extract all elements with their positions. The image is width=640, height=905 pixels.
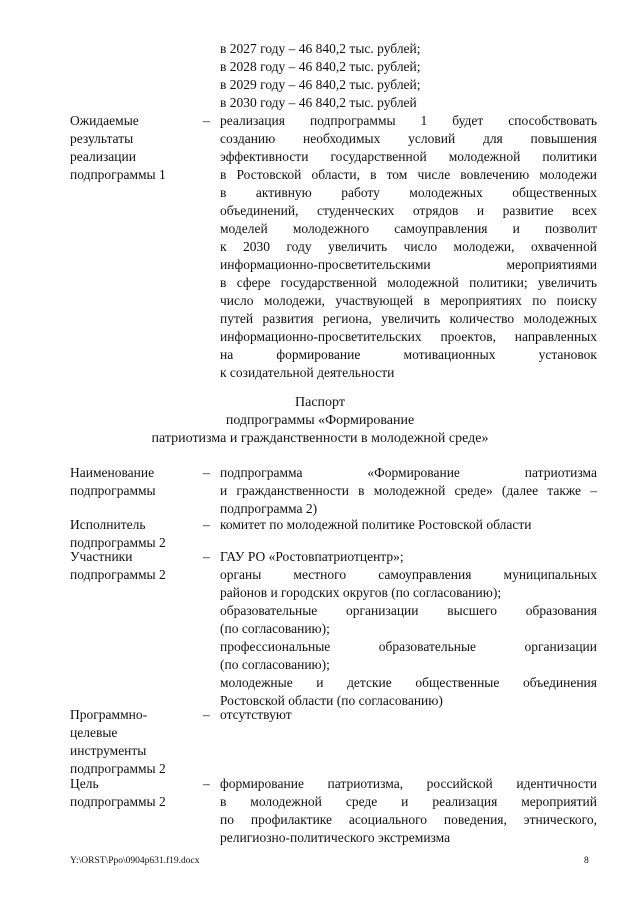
footer-file-path: Y:\ORST\Ppo\0904p631.f19.docx	[70, 856, 200, 866]
funding-continuation	[220, 40, 597, 112]
goal-label: Цель подпрограммы 2	[70, 776, 166, 809]
participants-dash: –	[203, 549, 210, 564]
executor-label: Исполнитель подпрограммы 2	[70, 517, 166, 550]
name-text: подпрограмма «Формирование патриотизма и гражданственности в молодежной среде» (далее также – подпрограмма 2)	[220, 465, 597, 516]
footer-page-number: 8	[584, 856, 589, 866]
participants-label: Участники подпрограммы 2	[70, 549, 166, 582]
funding-line: в 2029 году – 46 840,2 тыс. рублей;	[220, 77, 421, 92]
funding-line: в 2030 году – 46 840,2 тыс. рублей	[220, 95, 417, 110]
expected-results-dash: –	[203, 113, 210, 128]
executor-dash: –	[203, 517, 210, 532]
funding-line: в 2028 году – 46 840,2 тыс. рублей;	[220, 59, 421, 74]
goal-text: формирование патриотизма, российской идентичности в молодежной среде и реализация мероприятий по профилактике асоциального поведения, этнического, религиозно-политического экстремизма	[220, 776, 597, 845]
passport-subtitle: подпрограммы «Формирование	[225, 413, 415, 428]
name-dash: –	[203, 465, 210, 480]
name-label: Наименование подпрограммы	[70, 465, 156, 498]
participants-text: ГАУ РО «Ростовпатриотцентр»; органы местного самоуправления муниципальных районов и городских округов (по согласованию); образовательные организации высшего образования (по согласованию); профессиональные образовательные организации (по согласованию); молодежные и детские общественные объединения Ростовской области (по согласованию)	[220, 549, 597, 708]
instruments-text: отсутствуют	[220, 707, 292, 722]
passport-subtitle-2: патриотизма и гражданственности в молодежной среде»	[151, 431, 489, 446]
funding-line: в 2027 году – 46 840,2 тыс. рублей;	[220, 41, 421, 56]
expected-results-label: Ожидаемые результаты реализации подпрограммы 1	[70, 113, 166, 182]
executor-text: комитет по молодежной политике Ростовской области	[220, 517, 532, 532]
passport-title: Паспорт	[295, 395, 345, 410]
instruments-label: Программно- целевые инструменты подпрограммы 2	[70, 707, 166, 776]
goal-dash: –	[203, 776, 210, 791]
expected-results-text: реализация подпрограммы 1 будет способствовать созданию необходимых условий для повышения эффективности государственной молодежной политики в Ростовской области, в том числе вовлечению молодежи в активную работу молодежных общественных объединений, студенческих отрядов и развитие всех моделей молодежного самоуправления и позволит к 2030 году увеличить число молодежи, охваченной информационно-просветительскими мероприятиями в сфере государственной молодежной политики; увеличить число молодежи, участвующей в мероприятиях по поиску путей развития региона, увеличить количество молодежных информационно-просветительских проектов, направленных на формирование мотивационных установок к созидательной деятельности	[220, 113, 597, 380]
instruments-dash: –	[203, 707, 210, 722]
